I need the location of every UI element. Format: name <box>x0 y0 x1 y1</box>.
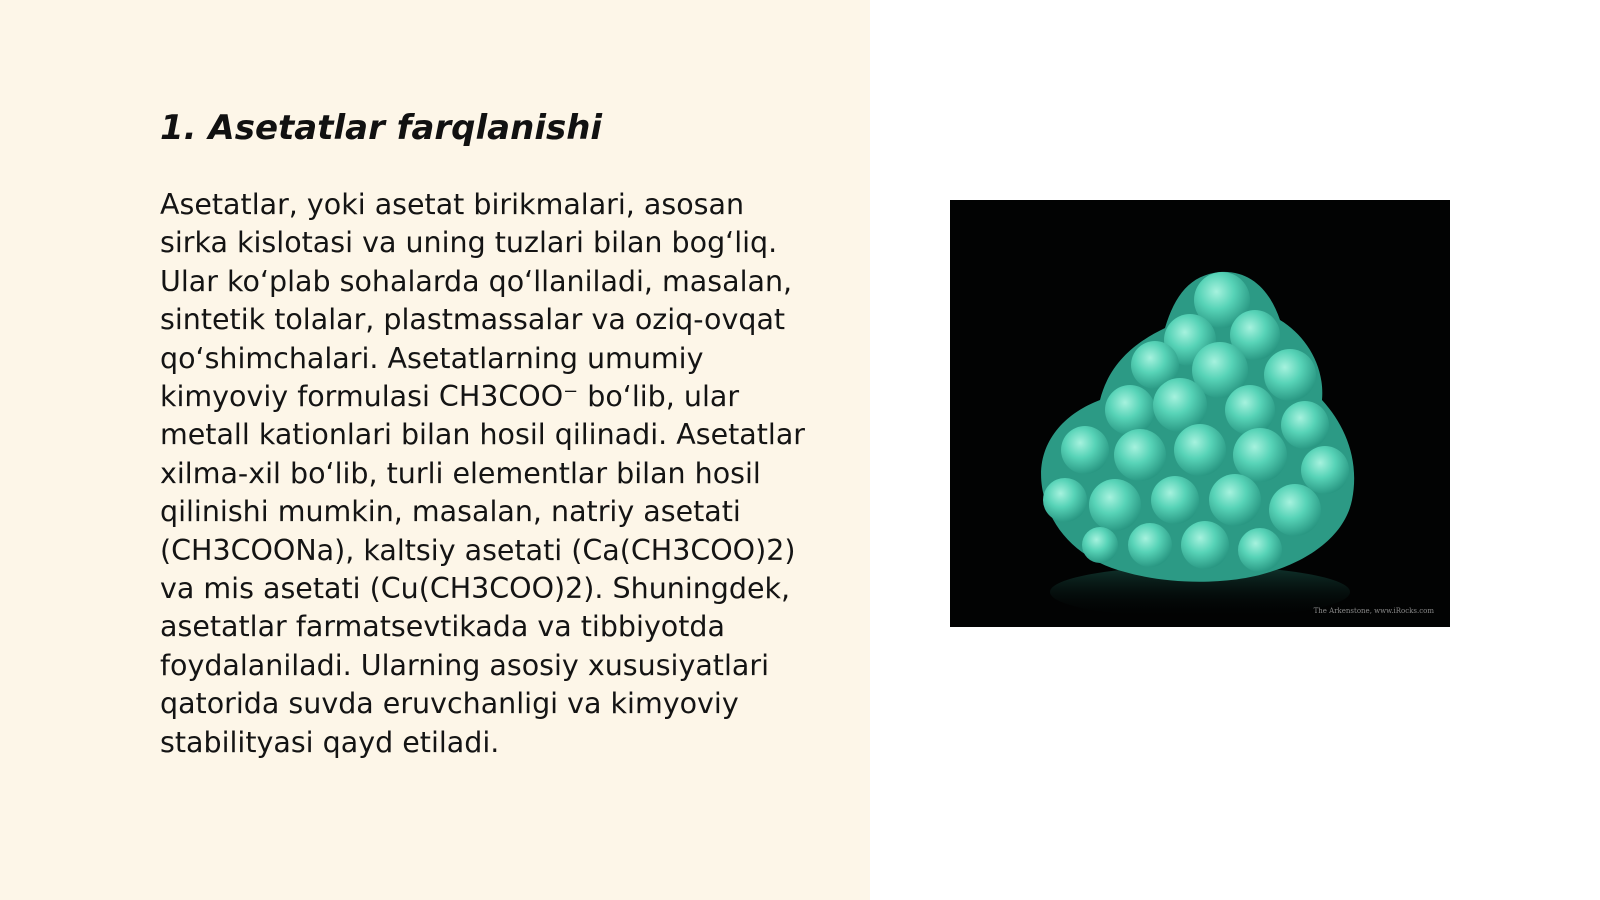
mineral-photo <box>950 200 1450 627</box>
slide-body-text: Asetatlar, yoki asetat birikmalari, asosan sirka kislotasi va uning tuzlari bilan bog‘liq. Ular ko‘plab sohalarda qo‘llaniladi, masalan, sintetik tolalar, plastmassalar va oziq-ovqat qo‘shimchalari. Asetatlarning umumiy kimyoviy formulasi CH3COO⁻ bo‘lib, ular metall kationlari bilan hosil qilinadi. Asetatlar xilma-xil bo‘lib, turli elementlar bilan hosil qilinishi mumkin, masalan, natriy asetati (CH3COONa), kaltsiy asetati (Ca(CH3COO)2) va mis asetati (Cu(CH3COO)2). Shuningdek, asetatlar farmatsevtikada va tibbiyotda foydalaniladi. Ularning asosiy xususiyatlari qatorida suvda eruvchanligi va kimyoviy stabilityasi qayd etiladi. <box>160 188 806 759</box>
slide-title: 1. Asetatlar farqlanishi <box>160 108 603 148</box>
mineral-illustration <box>950 200 1450 627</box>
photo-credit: The Arkenstone, www.iRocks.com <box>1313 607 1434 615</box>
